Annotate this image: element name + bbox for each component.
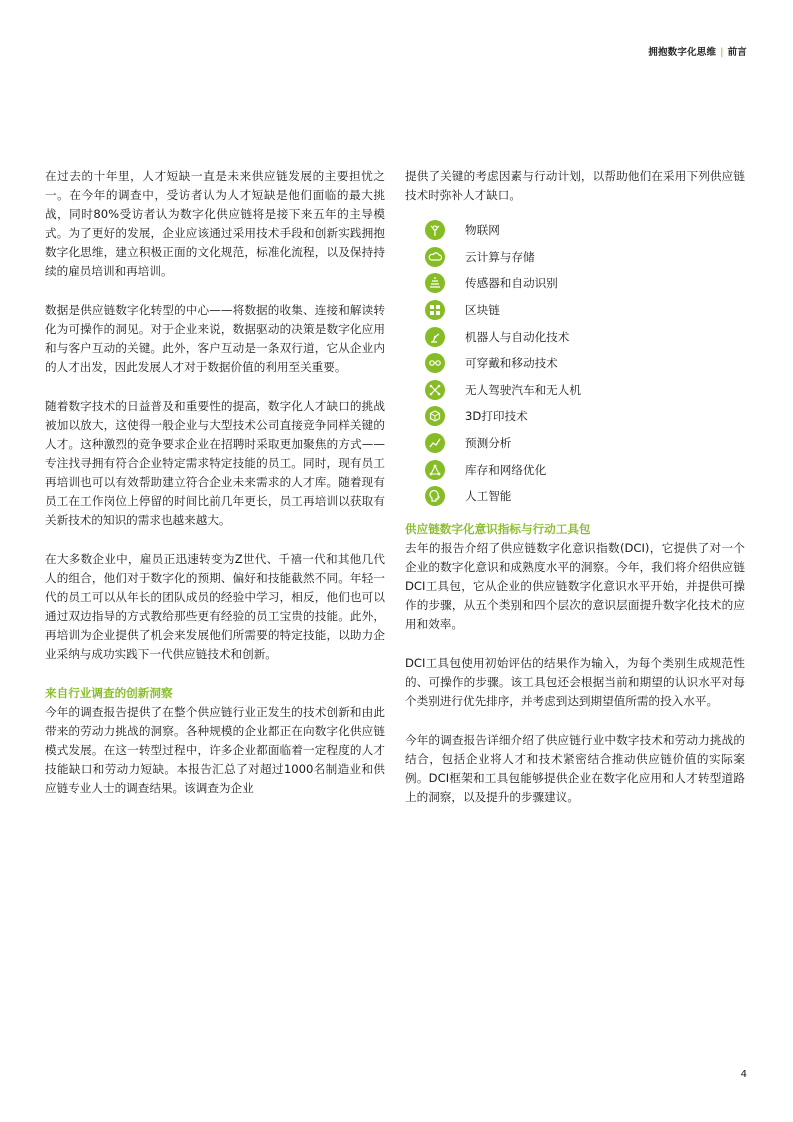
page-header bbox=[648, 44, 747, 58]
section-heading: 供应链数字化意识指标与行动工具包 bbox=[405, 521, 591, 536]
list-item bbox=[425, 350, 745, 377]
list-item bbox=[425, 456, 745, 483]
list-item-label: 无人驾驶汽车和无人机 bbox=[465, 382, 581, 397]
paragraph: 今年的调查报告详细介绍了供应链行业中数字技术和劳动力挑战的结合，包括企业将人才和技术紧密结合推动供应链价值的实际案例。DCI框架和工具包能够提供企业在数字化应用和人才转型道路上的洞察，以及提升的步骤建议。 bbox=[405, 732, 745, 804]
list-item bbox=[425, 403, 745, 430]
list-item bbox=[425, 323, 745, 350]
analytics-icon bbox=[425, 433, 445, 453]
right-column bbox=[405, 167, 745, 827]
list-item-label: 库存和网络优化 bbox=[465, 462, 547, 477]
list-item bbox=[425, 244, 745, 271]
paragraph: 提供了关键的考虑因素与行动计划，以帮助他们在采用下列供应链技术时弥补人才缺口。 bbox=[405, 169, 745, 202]
list-item bbox=[425, 430, 745, 457]
iot-icon bbox=[425, 220, 445, 240]
paragraph: 在大多数企业中，雇员正迅速转变为Z世代、千禧一代和其他几代人的组合，他们对于数字化的预期、偏好和技能截然不同。年轻一代的员工可以从年长的团队成员的经验中学习，相反，他们也可以通过双边指导的方式教给那些更有经验的员工宝贵的技能。此外，再培训为企业提供了机会来发展他们所需要的特定技能，以助力企业采纳与成功实践下一代供应链技术和创新。 bbox=[45, 552, 385, 661]
blockchain-icon bbox=[425, 300, 445, 320]
list-item bbox=[425, 217, 745, 244]
paragraph: 今年的调查报告提供了在整个供应链行业正发生的技术创新和由此带来的劳动力挑战的洞察。各种规模的企业都正在向数字化供应链模式发展。在这一转型过程中，许多企业都面临着一定程度的人才技能缺口和劳动力短缺。本报告汇总了对超过1000名制造业和供应链专业人士的调查结果。该调查为企业 bbox=[45, 705, 385, 795]
list-item bbox=[425, 270, 745, 297]
sensor-icon bbox=[425, 273, 445, 293]
cloud-icon bbox=[425, 247, 445, 267]
list-item-label: 人工智能 bbox=[465, 489, 512, 504]
paragraph: 随着数字技术的日益普及和重要性的提高，数字化人才缺口的挑战被加以放大，这使得一般企业与大型技术公司直接竞争同样关键的人才。这种激烈的竞争要求企业在招聘时采取更加聚焦的方式——专注找寻拥有符合企业特定需求特定技能的员工。同时，现有员工再培训也可以有效帮助建立符合企业未来需求的人才库。随着现有员工在工作岗位上停留的时间比前几年更长，员工再培训以获取有关新技术的知识的需求也越来越大。 bbox=[45, 399, 385, 527]
list-item-label: 3D打印技术 bbox=[465, 409, 528, 424]
list-item-label: 预测分析 bbox=[465, 436, 512, 451]
ai-icon bbox=[425, 486, 445, 506]
header-separator: | bbox=[720, 47, 724, 58]
wearable-icon bbox=[425, 353, 445, 373]
page-number: 4 bbox=[740, 1069, 747, 1080]
technology-list bbox=[425, 217, 745, 510]
list-item-label: 物联网 bbox=[465, 223, 500, 238]
list-item-label: 可穿戴和移动技术 bbox=[465, 356, 558, 371]
3d-printing-icon bbox=[425, 406, 445, 426]
header-section: 前言 bbox=[727, 47, 747, 58]
list-item-label: 云计算与存储 bbox=[465, 249, 535, 264]
paragraph: 在过去的十年里，人才短缺一直是未来供应链发展的主要担忧之一。在今年的调查中，受访者认为人才短缺是他们面临的最大挑战，同时80%受访者认为数字化供应链将是接下来五年的主导模式。为了更好的发展，企业应该通过采用技术手段和创新实践拥抱数字化思维，建立积极正面的文化规范，标准化流程，以及保持持续的雇员培训和再培训。 bbox=[45, 169, 385, 278]
paragraph: DCI工具包使用初始评估的结果作为输入，为每个类别生成规范性的、可操作的步骤。该工具包还会根据当前和期望的认识水平对每个类别进行优先排序，并考虑到达到期望值所需的投入水平。 bbox=[405, 655, 745, 708]
paragraph: 去年的报告介绍了供应链数字化意识指数(DCI)，它提供了对一个企业的数字化意识和成熟度水平的洞察。今年，我们将介绍供应链DCI工具包，它从企业的供应链数字化意识水平开始，并提供可操作的步骤，从五个类别和四个层次的意识层面提升数字化技术的应用和效率。 bbox=[405, 540, 745, 631]
header-title: 拥抱数字化思维 bbox=[648, 47, 717, 58]
network-icon bbox=[425, 460, 445, 480]
list-item-label: 机器人与自动化技术 bbox=[465, 329, 570, 344]
left-column bbox=[45, 167, 385, 818]
section-heading: 来自行业调查的创新洞察 bbox=[45, 686, 173, 700]
list-item bbox=[425, 377, 745, 404]
list-item bbox=[425, 297, 745, 324]
list-item-label: 传感器和自动识别 bbox=[465, 276, 558, 291]
list-item bbox=[425, 483, 745, 510]
drone-icon bbox=[425, 380, 445, 400]
paragraph: 数据是供应链数字化转型的中心——将数据的收集、连接和解读转化为可操作的洞见。对于企业来说，数据驱动的决策是数字化应用和与客户互动的关键。此外，客户互动是一条双行道，它从企业内的人才出发，因此发展人才对于数据价值的利用至关重要。 bbox=[45, 303, 385, 374]
robot-arm-icon bbox=[425, 327, 445, 347]
list-item-label: 区块链 bbox=[465, 303, 500, 318]
